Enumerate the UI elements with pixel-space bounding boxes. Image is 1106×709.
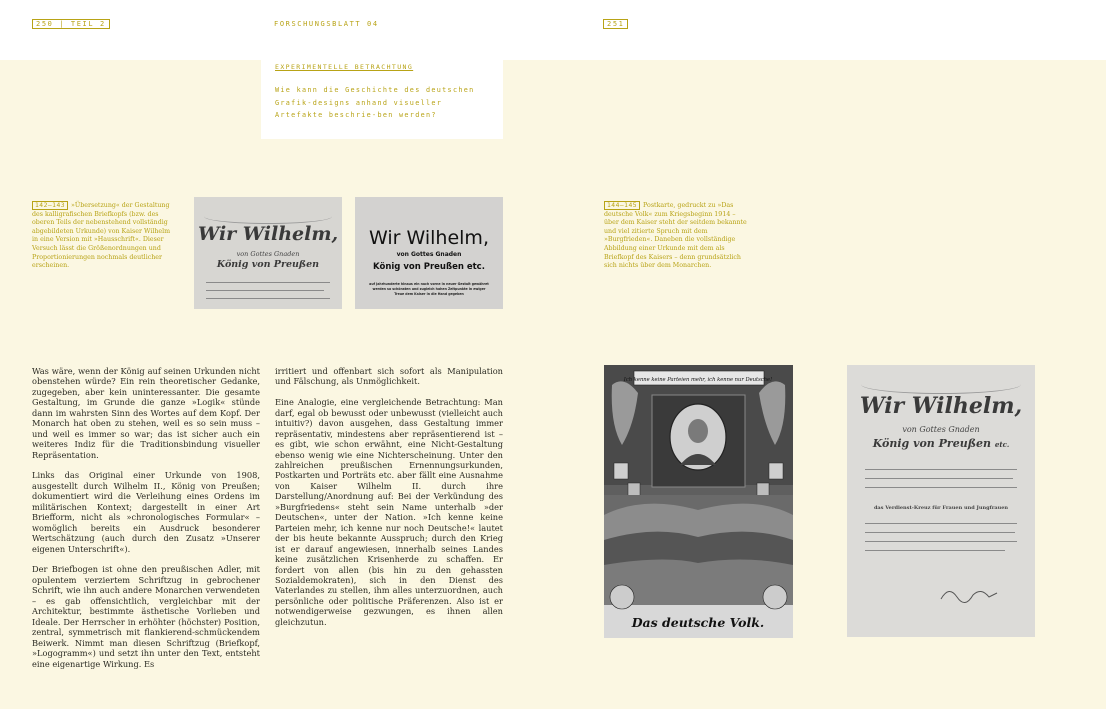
figure-caption-left xyxy=(32,202,172,271)
reconstruction-title: Wir Wilhelm, xyxy=(369,227,489,249)
figure-number: 144–145 xyxy=(604,201,640,210)
caption-text: Postkarte, gedruckt zu »Das deutsche Volk« zum Kriegsbeginn 1914 – über dem Kaiser steht der seitdem bekannte und viel zitierte Spruch mit dem »Burgfrieden«. Daneben die vollständige Abbildung einer Urkunde mit dem als Briefkopf des Kaisers – denn grundsätzlich sich nichts über dem Monarchen. xyxy=(604,202,747,270)
poster-image xyxy=(604,365,793,638)
page-number-right: 251 xyxy=(603,20,628,28)
handwriting-line xyxy=(206,298,330,299)
body-column-1 xyxy=(32,366,260,679)
poster-caption: Das deutsche Volk. xyxy=(631,615,765,630)
paragraph: Der Briefbogen ist ohne den preußischen Adler, mit opulentem verziertem Schriftzug in gebrochener Schrift, wie ihn auch andere Monarchen verwendeten – es gab offensichtlich, vergleichbar mit der Architektur, bestimmte ästhetische Vorlieben und Ideale. Der Herrscher in erhöhter (höchster) Position, zentral, symmetrisch mit flankierend-schmückendem Beiwerk. Nimmt man diesen Schriftzug (Briefkopf, »Logogramm«) und setzt ihn unter den Text, entsteht eine eigenartige Wirkung. Es xyxy=(32,564,260,669)
document-line-2: von Gottes Gnaden xyxy=(902,425,980,434)
handwriting-line xyxy=(206,290,324,291)
flourish-ornament xyxy=(861,375,1021,394)
document-photo-small xyxy=(194,197,342,309)
document-photo-large xyxy=(847,365,1035,637)
page-number-left: 250 | TEIL 2 xyxy=(32,20,110,28)
handwriting-line xyxy=(206,282,330,283)
document-line-3: König von Preußen etc. xyxy=(872,437,1010,450)
paragraph: Was wäre, wenn der König auf seinen Urkunden nicht obenstehen würde? Ein rein theoretischer Gedanke, zugegeben, aber kein uninteressanter. Die gesamte Gestaltung, im Grunde die ganze »Logik« stünde dann im wahrsten Sinn des Wortes auf dem Kopf. Der Monarch hat oben zu stehen, weil es so sein muss – und weil es immer so war; das ist sicher auch ein weiteres Indiz für die Traditionsbindung visueller Repräsentation. xyxy=(32,366,260,460)
body-column-2 xyxy=(275,366,503,638)
research-question: Wie kann die Geschichte des deutschen Grafik-designs anhand visueller Artefakte beschrie-ben werden? xyxy=(275,86,475,119)
document-title: Wir Wilhelm, xyxy=(197,223,339,245)
handwriting-line xyxy=(865,550,1005,551)
paragraph: Links das Original einer Urkunde von 1908, ausgestellt durch Wilhelm II., König von Preußen; dokumentiert wird die Verleihung eines Ordens im militärischen Kontext; dargestellt in einer Art Briefform, nicht als »chronologisches Formular« – womöglich bereits ein Ausdruck besonderer Wertschätzung (auch durch den Zusatz »Unserer eigenen Unterschrift«). xyxy=(32,470,260,554)
document-line-2: von Gottes Gnaden xyxy=(236,250,300,258)
paragraph: Eine Analogie, eine vergleichende Betrachtung: Man darf, egal ob bewusst oder unbewusst (vielleicht auch intuitiv?) davon ausgehen, dass Gestaltung immer repräsentativ, mindestens aber repräsentierend ist – es gibt, wie schon erwähnt, eine Nicht-Gestaltung ebenso wenig wie eine Nichterscheinung. Unter den zahlreichen preußischen Ernennungsurkunden, Postkarten und Porträts etc. aber fällt eine Ausnahme von Kaiser Wilhelm II. durch ihre Darstellung/Anordnung auf: Bei der Verkündung des »Burgfriedens« steht sein Name unterhalb »der Deutschen«, unter der Nation. »Ich kenne keine Parteien mehr, ich kenne nur noch Deutsche!« lautet der bis heute bekannte Ausspruch; durch den Krieg ist er darauf angewiesen, innerhalb seines Landes keine zusätzlichen Krisenherde zu schaffen. Er fordert von allen (bis hin zu den gehassten Sozialdemokraten), sich in den Dienst des Vaterlandes zu stellen, ihm alles unterzuordnen, auch persönliche oder politische Präferenzen. Also ist er notwendigerweise gezwungen, es ihnen allen gleichzutun. xyxy=(275,397,503,627)
poster-illustration xyxy=(604,365,793,638)
poster-banner-text: Ich kenne keine Parteien mehr, ich kenne nur Deutsche! xyxy=(623,377,773,383)
caption-text: »Übersetzung« der Gestaltung des kalligrafischen Briefkopfs (bzw. des oberen Teils der nebenstehend vollständig abgebildeten Urkunde) von Kaiser Wilhelm in eine Version mit »Hausschrift«. Dieser Versuch lässt die Größenordnungen und Proportionierungen nochmals deutlicher erscheinen. xyxy=(32,202,171,270)
signature-image xyxy=(939,583,999,607)
research-question-box xyxy=(261,60,503,139)
reconstruction-line-2: von Gottes Gnaden xyxy=(396,251,462,258)
figure-caption-right xyxy=(604,202,750,271)
handwriting-line xyxy=(865,523,1017,524)
top-margin-band xyxy=(0,0,1106,60)
award-line: das Verdienst-Kreuz für Frauen und Jungfrauen xyxy=(873,505,1009,511)
handwriting-line xyxy=(865,469,1017,470)
document-line-3: König von Preußen xyxy=(216,259,320,270)
handwriting-line xyxy=(865,487,1017,488)
handwriting-line xyxy=(865,541,1017,542)
running-head: FORSCHUNGSBLATT 04 xyxy=(274,20,379,28)
reconstruction-fine-print: auf Jahrhunderte hinaus ein nach vorne in neuer Gestalt gewähret werden so schönsten und zugleich hohen Zeitpunkte in ewiger Treue dem Kaiser in die Hand gegeben xyxy=(369,282,489,297)
figure-number: 142–143 xyxy=(32,201,68,210)
box-title: EXPERIMENTELLE BETRACHTUNG xyxy=(275,63,414,71)
typeset-reconstruction xyxy=(355,197,503,309)
paragraph: irritiert und offenbart sich sofort als Manipulation und Fälschung, als Unmöglichkeit. xyxy=(275,366,503,387)
reconstruction-line-3: König von Preußen etc. xyxy=(373,262,485,272)
handwriting-line xyxy=(865,532,1015,533)
handwriting-line xyxy=(865,478,1013,479)
document-title: Wir Wilhelm, xyxy=(859,393,1023,419)
flourish-ornament xyxy=(204,209,332,224)
